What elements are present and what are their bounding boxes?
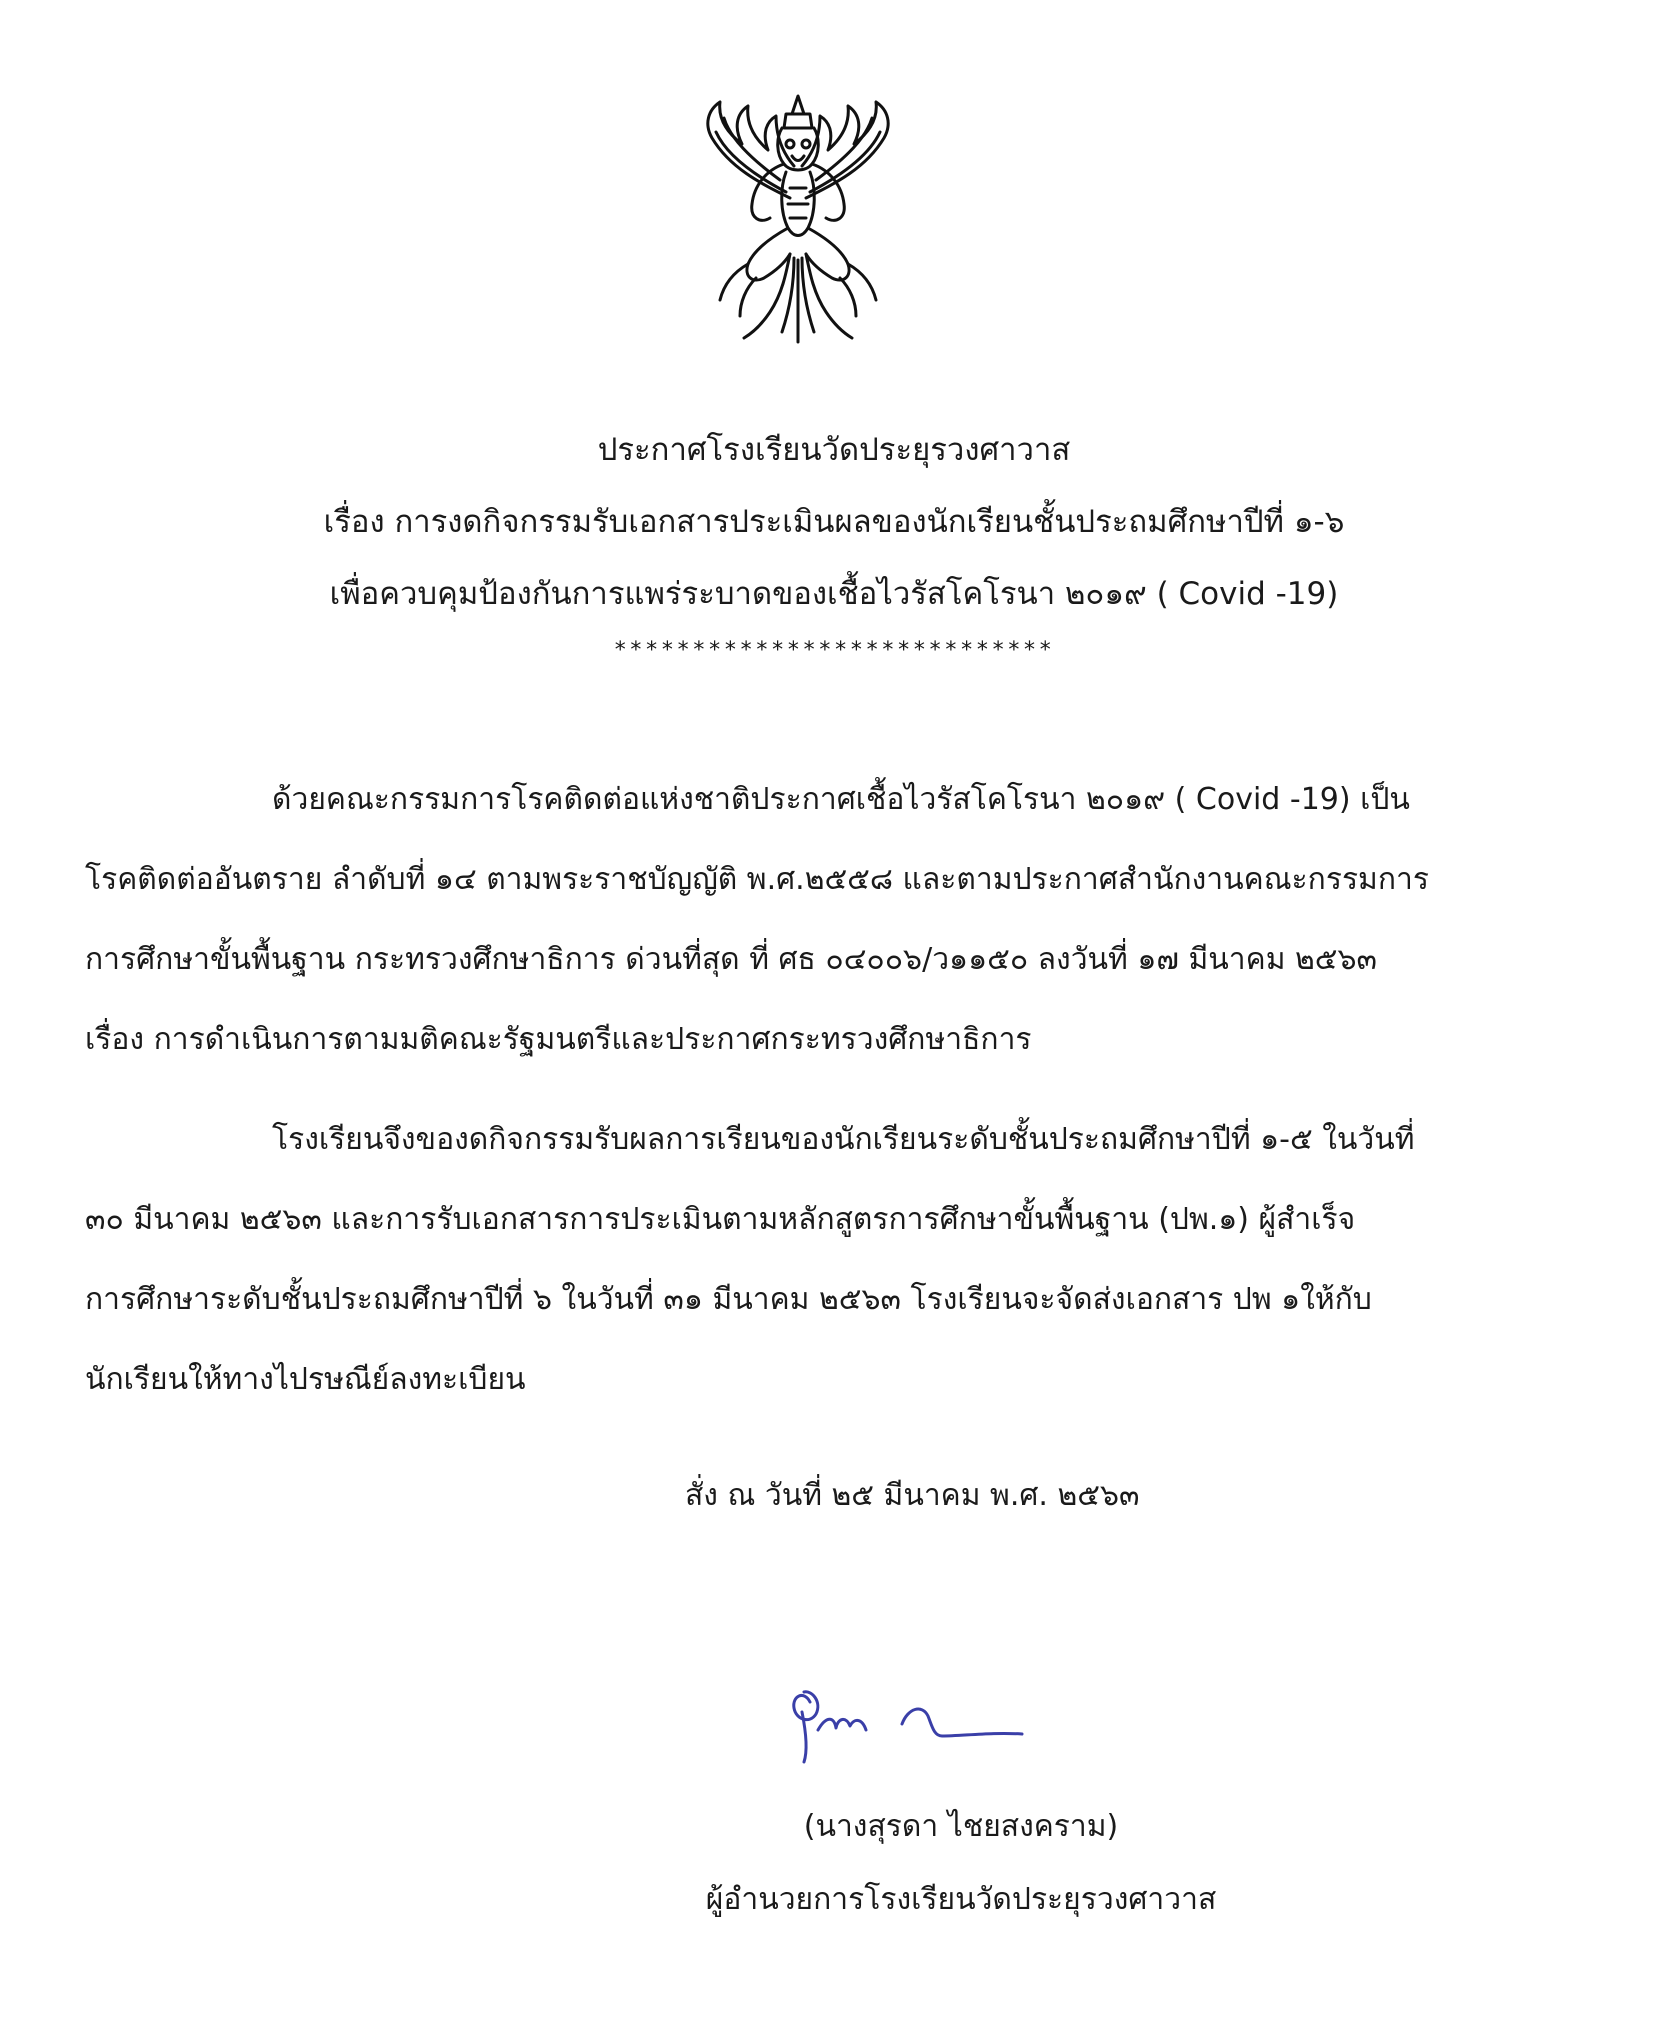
paragraph-2-line: โรงเรียนจึงของดกิจกรรมรับผลการเรียนของนักเรียนระดับชั้นประถมศึกษาปีที่ ๑-๕ ในวันที่: [272, 1122, 1415, 1157]
announcement-title: ประกาศโรงเรียนวัดประยุรวงศาวาส: [597, 432, 1071, 468]
issue-date: สั่ง ณ วันที่ ๒๕ มีนาคม พ.ศ. ๒๕๖๓: [685, 1478, 1140, 1513]
signer-name: (นางสุรดา ไชยสงคราม): [803, 1809, 1119, 1844]
signer-title: ผู้อำนวยการโรงเรียนวัดประยุรวงศาวาส: [705, 1882, 1217, 1917]
paragraph-2-line: นักเรียนให้ทางไปรษณีย์ลงทะเบียน: [85, 1362, 526, 1397]
announcement-subject-continued: เพื่อควบคุมป้องกันการแพร่ระบาดของเชื้อไวรัสโคโรนา ๒๐๑๙ ( Covid -19): [329, 576, 1339, 612]
paragraph-1-line: ด้วยคณะกรรมการโรคติดต่อแห่งชาติประกาศเชื้อไวรัสโคโรนา ๒๐๑๙ ( Covid -19) เป็น: [272, 782, 1410, 817]
garuda-emblem-icon: [690, 88, 906, 350]
paragraph-1: [85, 780, 1585, 1060]
paragraph-2: [85, 1120, 1585, 1400]
handwritten-signature: [782, 1672, 1032, 1772]
paragraph-1-line: การศึกษาขั้นพื้นฐาน กระทรวงศึกษาธิการ ด่วนที่สุด ที่ ศธ ๐๔๐๐๖/ว๑๑๕๐ ลงวันที่ ๑๗ มีนาคม ๒๕๖๓: [85, 942, 1378, 977]
paragraph-2-line: ๓๐ มีนาคม ๒๕๖๓ และการรับเอกสารการประเมินตามหลักสูตรการศึกษาขั้นพื้นฐาน (ปพ.๑) ผู้สำเร็จ: [85, 1202, 1356, 1237]
paragraph-2-line: การศึกษาระดับชั้นประถมศึกษาปีที่ ๖ ในวันที่ ๓๑ มีนาคม ๒๕๖๓ โรงเรียนจะจัดส่งเอกสาร ปพ ๑ให้กับ: [85, 1282, 1372, 1317]
paragraph-1-line: เรื่อง การดำเนินการตามมติคณะรัฐมนตรีและประกาศกระทรวงศึกษาธิการ: [85, 1022, 1032, 1057]
paragraph-1-line: โรคติดต่ออันตราย ลำดับที่ ๑๔ ตามพระราชบัญญัติ พ.ศ.๒๕๕๘ และตามประกาศสำนักงานคณะกรรมการ: [85, 862, 1429, 897]
separator-line: ****************************: [613, 638, 1055, 663]
announcement-subject: เรื่อง การงดกิจกรรมรับเอกสารประเมินผลของนักเรียนชั้นประถมศึกษาปีที่ ๑-๖: [323, 504, 1345, 540]
